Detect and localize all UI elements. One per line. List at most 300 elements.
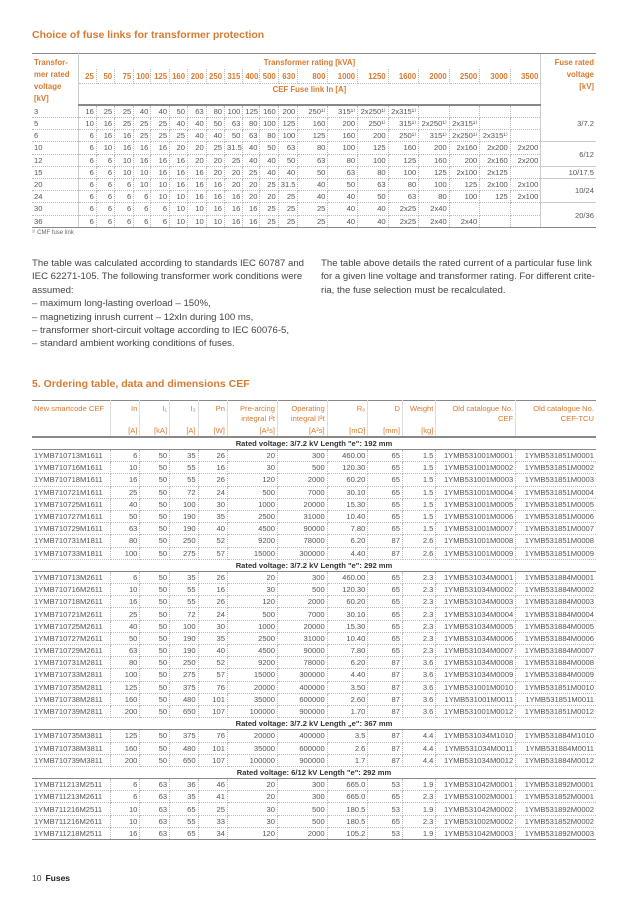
table-cell: 25 — [110, 486, 140, 498]
table-cell: 1YMB531852M0002 — [516, 815, 596, 827]
table-cell: 65 — [368, 608, 403, 620]
table-cell: 2000 — [278, 474, 328, 486]
table-cell: 400000 — [278, 730, 328, 742]
table-cell: 180.5 — [327, 803, 368, 815]
table-cell: 300 — [278, 779, 328, 791]
fuse-cell: 16 — [225, 215, 243, 227]
table-cell: 10.40 — [327, 632, 368, 644]
table-cell: 1YMB531884M0003 — [516, 596, 596, 608]
voltage-cell: 15 — [32, 166, 78, 178]
table-row — [32, 791, 596, 803]
table-cell: 2.3 — [402, 584, 435, 596]
fuse-cell: 25 — [134, 130, 151, 142]
fuse-cell: 40 — [170, 118, 188, 130]
table-cell: 2.3 — [402, 632, 435, 644]
table-row — [32, 815, 596, 827]
fuse-cell: 16 — [188, 166, 207, 178]
group-band-row — [32, 766, 596, 778]
table-cell: 1YMB531034M0009 — [436, 669, 516, 681]
ordering-table — [32, 400, 596, 840]
table-cell: 1YMB531884M0005 — [516, 620, 596, 632]
table-cell: 26 — [198, 596, 227, 608]
fuse-cell: 16 — [188, 178, 207, 190]
table-cell: 20 — [227, 791, 277, 803]
fuse-cell: 40 — [243, 154, 260, 166]
table-cell: 1YMB710725M2611 — [32, 620, 110, 632]
table-cell: 120 — [227, 596, 277, 608]
fuse-cell: 20 — [225, 178, 243, 190]
table-cell: 90000 — [278, 645, 328, 657]
table-cell: 1YMB531884M0012 — [516, 754, 596, 766]
fuse-cell — [510, 105, 541, 118]
table-cell: 20000 — [227, 730, 277, 742]
table-cell: 160 — [110, 742, 140, 754]
fuse-cell: 315¹⁾ — [419, 130, 450, 142]
table-row — [32, 669, 596, 681]
fuse-cell: 6 — [151, 203, 170, 215]
fuse-cell: 6 — [134, 215, 151, 227]
table-cell: 1YMB531034M0005 — [436, 620, 516, 632]
fuse-cell: 2x40 — [419, 215, 450, 227]
table-cell: 65 — [368, 474, 403, 486]
table-cell: 1YMB531034M0006 — [436, 632, 516, 644]
table-cell: 65 — [368, 584, 403, 596]
group-title: Rated voltage: 3/7.2 kV Length "e": 192 mm — [32, 437, 596, 450]
fuse-cell: 80 — [358, 166, 389, 178]
table-cell: 1YMB531002M0002 — [436, 815, 516, 827]
fuse-cell: 160 — [298, 118, 328, 130]
fuse-cell: 2x200 — [510, 142, 541, 154]
table-cell: 101 — [198, 742, 227, 754]
group-title: Rated voltage: 3/7.2 kV Length "e": 292 mm — [32, 559, 596, 571]
table-cell: 15.30 — [327, 620, 368, 632]
table-cell: 1YMB531001M0011 — [436, 693, 516, 705]
fuse-cell: 100 — [388, 166, 419, 178]
table-cell: 87 — [368, 693, 403, 705]
fuse-cell: 80 — [243, 118, 260, 130]
fuse-cell: 125 — [449, 178, 480, 190]
fuse-cell — [480, 215, 511, 227]
table-cell: 65 — [368, 510, 403, 522]
fuse-cell: 25 — [96, 105, 114, 118]
fuse-cell — [510, 203, 541, 215]
fuse-cell: 2x125 — [480, 166, 511, 178]
table-row — [32, 620, 596, 632]
table-cell: 125 — [110, 681, 140, 693]
fuse-choice-table — [32, 53, 596, 228]
table-cell: 63 — [140, 791, 170, 803]
table-cell: 6.20 — [327, 535, 368, 547]
fuse-cell: 16 — [170, 178, 188, 190]
fuse-cell — [480, 105, 511, 118]
table-cell: 250 — [170, 657, 199, 669]
table-cell: 50 — [140, 754, 170, 766]
column-unit: [mΩ] — [349, 426, 366, 435]
voltage-header-line: voltage — [34, 82, 62, 91]
table-cell: 3.6 — [402, 681, 435, 693]
table-row — [32, 547, 596, 559]
table-cell: 665.0 — [327, 779, 368, 791]
paragraph-calculation-conditions — [32, 257, 317, 351]
column-header — [327, 401, 368, 438]
table-cell: 107 — [198, 754, 227, 766]
table-cell: 1YMB711213M2511 — [32, 779, 110, 791]
table-cell: 30 — [227, 462, 277, 474]
table-cell: 25 — [198, 803, 227, 815]
table-cell: 120.30 — [327, 584, 368, 596]
fuse-cell: 80 — [419, 191, 450, 203]
fuse-cell: 16 — [115, 130, 134, 142]
table-cell: 100000 — [227, 754, 277, 766]
fuse-cell: 6 — [96, 215, 114, 227]
table-cell: 1YMB711216M2611 — [32, 815, 110, 827]
table-row — [32, 130, 596, 142]
fuse-cell: 2x250¹⁾ — [419, 118, 450, 130]
voltage-cell: 10 — [32, 142, 78, 154]
fuse-cell: 6 — [78, 191, 96, 203]
fuse-cell: 100 — [260, 118, 278, 130]
table-cell: 4500 — [227, 645, 277, 657]
fuse-cell: 31.5 — [225, 142, 243, 154]
table-cell: 120.30 — [327, 462, 368, 474]
fuse-cell: 16 — [151, 142, 170, 154]
fuse-cell: 63 — [278, 142, 298, 154]
table-cell: 50 — [140, 657, 170, 669]
table-cell: 76 — [198, 730, 227, 742]
column-header — [368, 401, 403, 438]
table-cell: 20000 — [278, 498, 328, 510]
footer-section: Fuses — [45, 873, 71, 883]
fuse-rated-cell: 10/24 — [541, 178, 596, 202]
fuse-cell: 6 — [96, 178, 114, 190]
table-cell: 65 — [368, 620, 403, 632]
fuse-cell: 6 — [115, 215, 134, 227]
table-cell: 1.5 — [402, 498, 435, 510]
table-cell: 1YMB710733M1811 — [32, 547, 110, 559]
fuse-cell: 63 — [358, 178, 389, 190]
voltage-cell: 30 — [32, 203, 78, 215]
fuse-cell: 40 — [328, 191, 358, 203]
table-cell: 52 — [198, 535, 227, 547]
fuse-cell: 25 — [278, 191, 298, 203]
table-cell: 35 — [170, 791, 199, 803]
table-row — [32, 779, 596, 791]
table-row — [32, 657, 596, 669]
fuse-cell: 2x250¹⁾ — [358, 105, 389, 118]
table-cell: 50 — [140, 632, 170, 644]
table-cell: 87 — [368, 657, 403, 669]
table-cell: 6 — [110, 571, 140, 583]
table-cell: 57 — [198, 669, 227, 681]
table-cell: 190 — [170, 632, 199, 644]
fuse-cell: 40 — [358, 215, 389, 227]
fuse-cell: 2x160 — [480, 154, 511, 166]
table-cell: 1YMB531851M0009 — [516, 547, 596, 559]
table-cell: 30 — [198, 620, 227, 632]
fuse-cell: 16 — [115, 142, 134, 154]
table-cell: 1YMB710725M1611 — [32, 498, 110, 510]
fuse-cell: 2x315¹⁾ — [388, 105, 419, 118]
rating-value: 1250 — [358, 69, 389, 84]
table-cell: 50 — [140, 523, 170, 535]
table-cell: 20 — [227, 779, 277, 791]
table-cell: 4.40 — [327, 547, 368, 559]
table-cell: 55 — [170, 596, 199, 608]
table-cell: 80 — [110, 657, 140, 669]
group-title: Rated voltage: 6/12 kV Length "e": 292 mm — [32, 766, 596, 778]
table-cell: 2000 — [278, 827, 328, 839]
table-row — [32, 203, 596, 215]
fuse-cell: 40 — [328, 203, 358, 215]
table-cell: 375 — [170, 730, 199, 742]
table-cell: 65 — [368, 632, 403, 644]
fuse-cell: 2x315¹⁾ — [449, 118, 480, 130]
table-row — [32, 571, 596, 583]
fuse-cell: 16 — [170, 166, 188, 178]
table-cell: 65 — [368, 523, 403, 535]
fuse-cell: 80 — [260, 130, 278, 142]
column-header — [436, 401, 516, 438]
column-header — [402, 401, 435, 438]
fuse-cell: 6 — [96, 166, 114, 178]
voltage-cell: 36 — [32, 215, 78, 227]
fuse-cell: 50 — [206, 118, 224, 130]
fuse-cell: 10 — [134, 178, 151, 190]
table-cell: 1.5 — [402, 450, 435, 462]
table-cell: 46 — [198, 779, 227, 791]
table-cell: 63 — [110, 645, 140, 657]
table-cell: 1YMB531034M0008 — [436, 657, 516, 669]
table-cell: 1YMB531042M0002 — [436, 803, 516, 815]
fuse-cell: 6 — [115, 191, 134, 203]
table-cell: 100 — [110, 547, 140, 559]
fuse-cell: 100 — [225, 105, 243, 118]
table-cell: 31000 — [278, 632, 328, 644]
table-cell: 35 — [170, 450, 199, 462]
fuse-cell: 6 — [78, 203, 96, 215]
table-cell: 2.6 — [327, 742, 368, 754]
fuse-cell: 6 — [78, 215, 96, 227]
table-cell: 26 — [198, 474, 227, 486]
table-cell: 30 — [198, 498, 227, 510]
table-cell: 50 — [140, 742, 170, 754]
table-cell: 190 — [170, 645, 199, 657]
table-cell: 1.5 — [402, 523, 435, 535]
table-cell: 1YMB531884M0007 — [516, 645, 596, 657]
fuse-cell: 63 — [188, 105, 207, 118]
table-row — [32, 754, 596, 766]
table-cell: 35 — [198, 510, 227, 522]
column-unit: [A] — [128, 426, 138, 435]
table-cell: 900000 — [278, 705, 328, 717]
table-row — [32, 462, 596, 474]
fuse-cell: 6 — [78, 154, 96, 166]
table-cell: 2.60 — [327, 693, 368, 705]
table-cell: 50 — [140, 693, 170, 705]
table-cell: 107 — [198, 705, 227, 717]
rating-value: 500 — [260, 69, 278, 84]
fuse-cell: 40 — [243, 142, 260, 154]
table-cell: 3.6 — [402, 657, 435, 669]
table-cell: 3.6 — [402, 693, 435, 705]
section-title-ordering-table: 5. Ordering table, data and dimensions CEF — [32, 378, 250, 390]
table-cell: 1YMB710733M2811 — [32, 669, 110, 681]
paragraph-line: ria, the fuse selection must be recalculated. — [321, 284, 506, 296]
fuse-cell: 200 — [449, 154, 480, 166]
fuse-cell: 50 — [328, 178, 358, 190]
table-cell: 65 — [368, 498, 403, 510]
table-cell: 1YMB710716M1611 — [32, 462, 110, 474]
fuse-cell: 20 — [260, 191, 278, 203]
table-cell: 3.6 — [402, 669, 435, 681]
column-header — [278, 401, 328, 438]
column-label: Pn — [215, 404, 225, 413]
section-title-fuse-choice: Choice of fuse links for transformer protection — [32, 29, 265, 41]
fuse-cell: 40 — [151, 105, 170, 118]
table-cell: 87 — [368, 669, 403, 681]
fuse-rated-header-line: Fuse rated — [554, 58, 594, 67]
table-cell: 87 — [368, 705, 403, 717]
table-cell: 1YMB710738M2811 — [32, 693, 110, 705]
rating-value: 3500 — [510, 69, 541, 84]
table-row — [32, 681, 596, 693]
paragraph-line: IEC 62271-105. The following transformer work conditions were — [32, 271, 303, 283]
table-cell: 1YMB710727M1611 — [32, 510, 110, 522]
table-cell: 100000 — [227, 705, 277, 717]
group-band-row — [32, 718, 596, 730]
table-cell: 16 — [198, 584, 227, 596]
table-row — [32, 535, 596, 547]
voltage-header — [32, 54, 78, 106]
table-cell: 2500 — [227, 510, 277, 522]
table-cell: 15000 — [227, 547, 277, 559]
fuse-cell: 250¹⁾ — [388, 130, 419, 142]
fuse-cell: 2x250¹⁾ — [449, 130, 480, 142]
fuse-cell: 16 — [151, 166, 170, 178]
table-cell: 275 — [170, 669, 199, 681]
table-cell: 500 — [278, 803, 328, 815]
fuse-cell: 100 — [419, 178, 450, 190]
fuse-cell: 50 — [358, 191, 389, 203]
table-cell: 1000 — [227, 620, 277, 632]
table-cell: 2.3 — [402, 645, 435, 657]
table-cell: 1YMB531884M0008 — [516, 657, 596, 669]
table-cell: 1YMB531001M0004 — [436, 486, 516, 498]
fuse-cell — [510, 130, 541, 142]
table-cell: 1YMB531034M0007 — [436, 645, 516, 657]
table-cell: 1YMB531042M0003 — [436, 827, 516, 839]
rating-value: 100 — [134, 69, 151, 84]
table-cell: 50 — [140, 450, 170, 462]
fuse-cell: 2x40 — [419, 203, 450, 215]
column-header — [516, 401, 596, 438]
table-cell: 35 — [170, 571, 199, 583]
table-cell: 50 — [140, 645, 170, 657]
fuse-cell: 16 — [206, 203, 224, 215]
fuse-cell: 6 — [78, 130, 96, 142]
rating-value: 3000 — [480, 69, 511, 84]
table-cell: 50 — [140, 486, 170, 498]
fuse-cell: 315¹⁾ — [328, 105, 358, 118]
fuse-cell: 6 — [96, 191, 114, 203]
table-cell: 1YMB710716M2611 — [32, 584, 110, 596]
table-row — [32, 705, 596, 717]
table-row — [32, 486, 596, 498]
table-cell: 7.80 — [327, 523, 368, 535]
table-cell: 250 — [170, 535, 199, 547]
fuse-cell: 20 — [243, 178, 260, 190]
fuse-cell: 10 — [115, 154, 134, 166]
table-cell: 1YMB531852M0001 — [516, 791, 596, 803]
table-cell: 1YMB531884M0009 — [516, 669, 596, 681]
fuse-cell: 40 — [134, 105, 151, 118]
fuse-cell — [510, 118, 541, 130]
fuse-cell: 50 — [225, 130, 243, 142]
column-label: Operating integral I²t — [290, 404, 325, 423]
table-row — [32, 142, 596, 154]
table-row — [32, 803, 596, 815]
table-cell: 10 — [110, 584, 140, 596]
table-cell: 16 — [110, 596, 140, 608]
table-cell: 3.50 — [327, 681, 368, 693]
rating-value: 2500 — [449, 69, 480, 84]
rating-value: 200 — [188, 69, 207, 84]
fuse-cell: 160 — [419, 154, 450, 166]
table-cell: 6 — [110, 450, 140, 462]
rating-value: 250 — [206, 69, 224, 84]
fuse-cell: 25 — [278, 203, 298, 215]
fuse-rated-header-line: [kV] — [579, 82, 594, 91]
table-cell: 2.3 — [402, 608, 435, 620]
fuse-rated-cell: 10/17.5 — [541, 166, 596, 178]
table-cell: 6 — [110, 779, 140, 791]
table-cell: 50 — [110, 632, 140, 644]
table-row — [32, 584, 596, 596]
table-cell: 460.00 — [327, 571, 368, 583]
table-cell: 1YMB531001M0012 — [436, 705, 516, 717]
fuse-cell: 40 — [206, 130, 224, 142]
table-cell: 40 — [110, 498, 140, 510]
fuse-cell: 10 — [206, 215, 224, 227]
table-cell: 480 — [170, 742, 199, 754]
fuse-cell: 50 — [298, 166, 328, 178]
table-cell: 35000 — [227, 742, 277, 754]
fuse-cell: 50 — [170, 105, 188, 118]
table-row — [32, 645, 596, 657]
table-row — [32, 510, 596, 522]
table-cell: 1.70 — [327, 705, 368, 717]
table-cell: 1YMB531034M1010 — [436, 730, 516, 742]
fuse-cell: 40 — [328, 215, 358, 227]
table-cell: 53 — [368, 779, 403, 791]
fuse-cell: 63 — [388, 191, 419, 203]
column-label: New smartcode CEF — [34, 404, 105, 413]
column-label: I₁ — [162, 404, 168, 413]
table-cell: 1YMB531851M0006 — [516, 510, 596, 522]
column-header — [170, 401, 199, 438]
table-row — [32, 191, 596, 203]
rating-value: 315 — [225, 69, 243, 84]
fuse-cell: 160 — [388, 142, 419, 154]
table-cell: 80 — [110, 535, 140, 547]
rating-value: 160 — [170, 69, 188, 84]
table-cell: 55 — [170, 815, 199, 827]
table-cell: 100 — [170, 620, 199, 632]
voltage-cell: 3 — [32, 105, 78, 118]
fuse-cell: 125 — [480, 191, 511, 203]
table-cell: 1YMB710721M1611 — [32, 486, 110, 498]
fuse-cell: 2x40 — [449, 215, 480, 227]
